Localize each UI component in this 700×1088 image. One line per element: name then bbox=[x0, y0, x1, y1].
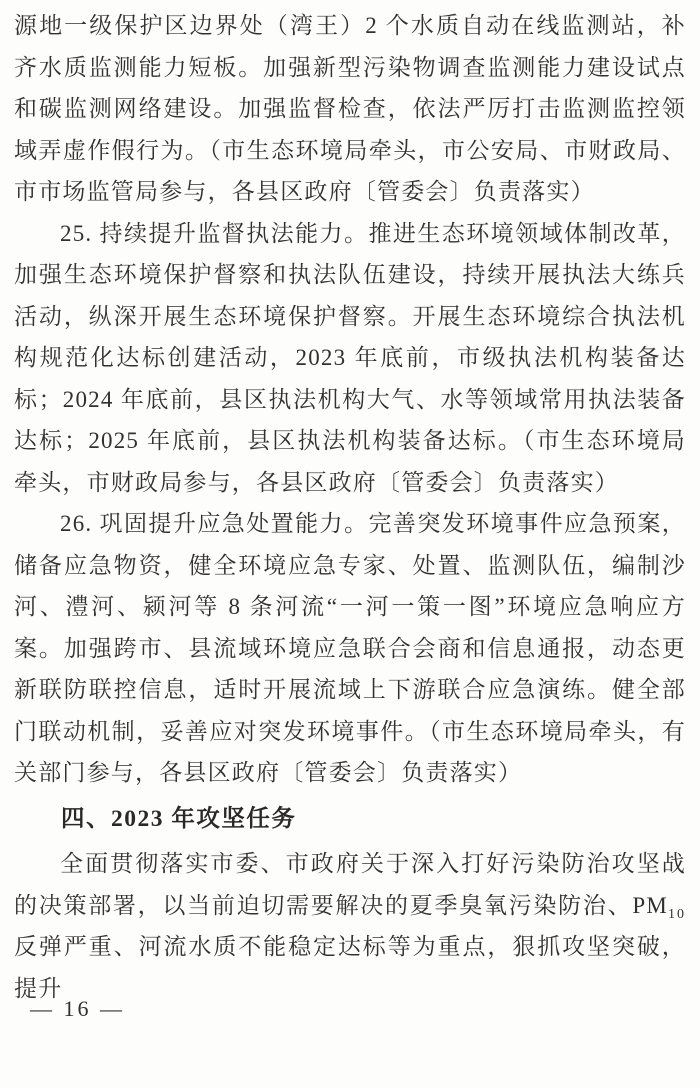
paragraph-item-25: 25. 持续提升监督执法能力。推进生态环境领域体制改革，加强生态环境保护督察和执法队伍建设，持续开展执法大练兵活动，纵深开展生态环境保护督察。开展生态环境综合执法机构规范化达标创建活动，2023 年底前，市级执法机构装备达标；2024 年底前，县区执法机构大气、水等领域常用执法装备达标；2025 年底前，县区执法机构装备达标。（市生态环境局牵头，市财政局参与，各县区政府〔管委会〕负责落实） bbox=[14, 220, 686, 495]
document-body bbox=[14, 5, 686, 1009]
paragraph-item-26: 26. 巩固提升应急处置能力。完善突发环境事件应急预案，储备应急物资，健全环境应急专家、处置、监测队伍，编制沙河、澧河、颍河等 8 条河流“一河一策一图”环境应急响应方案。加强跨市、县流域环境应急联合会商和信息通报，动态更新联防联控信息，适时开展流域上下游联合应急演练。健全部门联动机制，妥善应对突发环境事件。（市生态环境局牵头，有关部门参与，各县区政府〔管委会〕负责落实） bbox=[14, 511, 686, 785]
paragraph-continuation: 源地一级保护区边界处（湾王）2 个水质自动在线监测站，补齐水质监测能力短板。加强新型污染物调查监测能力建设试点和碳监测网络建设。加强监督检查，依法严厉打击监测监控领域弄虚作假行为。（市生态环境局牵头，市公安局、市财政局、市市场监管局参与，各县区政府〔管委会〕负责落实） bbox=[14, 13, 686, 204]
paragraph-overview bbox=[14, 843, 686, 1009]
section-heading-2023-tasks: 四、2023 年攻坚任务 bbox=[61, 805, 297, 832]
overview-text-after-subscript: 反弹严重、河流水质不能稳定达标等为重点，狠抓攻坚突破，提升 bbox=[14, 934, 686, 1001]
pm10-subscript: 10 bbox=[668, 906, 686, 922]
overview-text-before-subscript: 全面贯彻落实市委、市政府关于深入打好污染防治攻坚战的决策部署，以当前迫切需要解决的夏季臭氧污染防治、PM bbox=[14, 851, 686, 918]
page-number: — 16 — bbox=[30, 996, 125, 1021]
